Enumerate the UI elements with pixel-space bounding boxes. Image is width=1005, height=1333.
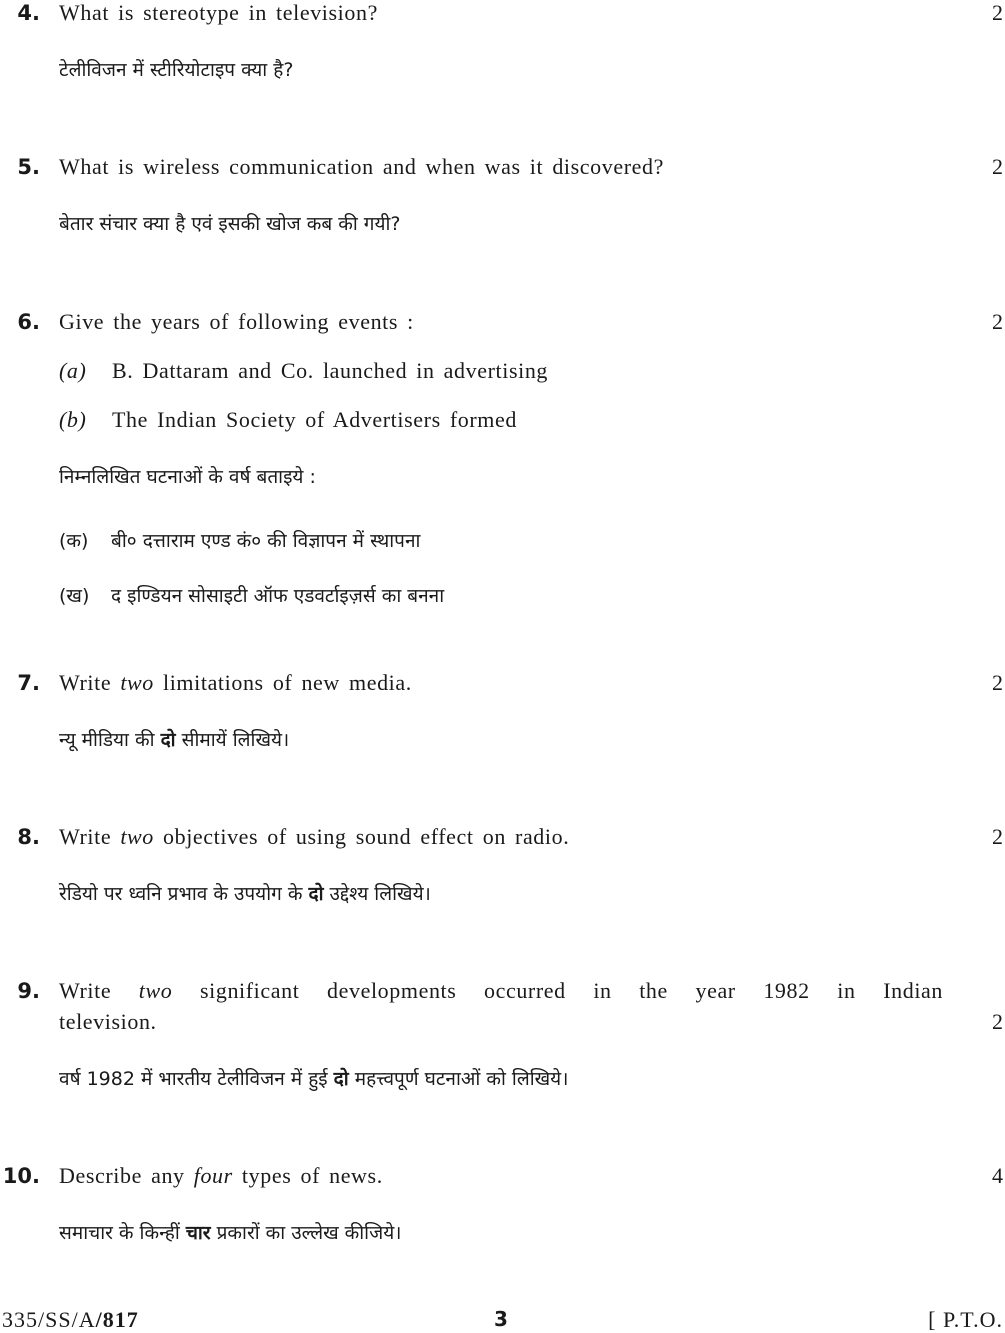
question-marks: 2 xyxy=(992,309,1003,334)
question-number: 9. xyxy=(17,979,40,1003)
question-marks: 2 xyxy=(992,0,1003,25)
question-marks: 2 xyxy=(992,670,1003,695)
question-number: 4. xyxy=(17,1,40,25)
question-text-en: Write two objectives of using sound effect on radio. xyxy=(59,824,570,849)
question-marks: 4 xyxy=(992,1163,1003,1188)
sub-item-a: (a) B. Dattaram and Co. launched in advertising xyxy=(59,358,549,383)
question-text-hi: टेलीविजन में स्टीरियोटाइप क्या है? xyxy=(59,59,294,81)
question-marks: 2 xyxy=(992,154,1003,179)
page-number: 3 xyxy=(494,1307,509,1331)
question-text-hi: बेतार संचार क्या है एवं इसकी खोज कब की गयी? xyxy=(59,213,401,235)
question-number: 8. xyxy=(17,825,40,849)
question-text-en: What is wireless communication and when was it discovered? xyxy=(59,154,664,179)
question-text-en: What is stereotype in television? xyxy=(59,0,378,25)
question-text-en: Write two limitations of new media. xyxy=(59,670,412,695)
question-marks: 2 xyxy=(992,824,1003,849)
question-text-en: Describe any four types of news. xyxy=(59,1163,383,1188)
question-number: 10. xyxy=(2,1164,40,1188)
sub-item-kha: (ख) द इण्डियन सोसाइटी ऑफ एडवर्टाइज़र्स का बनना xyxy=(59,585,445,607)
sub-item-b: (b) The Indian Society of Advertisers formed xyxy=(59,407,517,432)
question-text-en-line2: television. xyxy=(59,1009,157,1034)
question-text-hi: वर्ष 1982 में भारतीय टेलीविजन में हुई दो महत्त्वपूर्ण घटनाओं को लिखिये। xyxy=(59,1068,569,1090)
question-number: 5. xyxy=(17,155,40,179)
question-text-hi: समाचार के किन्हीं चार प्रकारों का उल्लेख कीजिये। xyxy=(59,1222,402,1244)
question-text-en: Give the years of following events : xyxy=(59,309,414,334)
question-number: 7. xyxy=(17,671,40,695)
pto-label: [ P.T.O. xyxy=(928,1307,1003,1332)
question-number: 6. xyxy=(17,310,40,334)
sub-item-ka: (क) बी० दत्ताराम एण्ड कं० की विज्ञापन में स्थापना xyxy=(59,530,421,552)
paper-code: 335/SS/A/817 xyxy=(2,1307,139,1332)
question-text-en: Write two significant developments occurred in the year 1982 in Indian xyxy=(59,978,944,1003)
question-marks: 2 xyxy=(992,1009,1003,1034)
question-text-hi: न्यू मीडिया की दो सीमायें लिखिये। xyxy=(59,729,290,751)
question-text-hi: निम्नलिखित घटनाओं के वर्ष बताइये : xyxy=(59,466,316,488)
question-text-hi: रेडियो पर ध्वनि प्रभाव के उपयोग के दो उद्देश्य लिखिये। xyxy=(59,883,431,905)
